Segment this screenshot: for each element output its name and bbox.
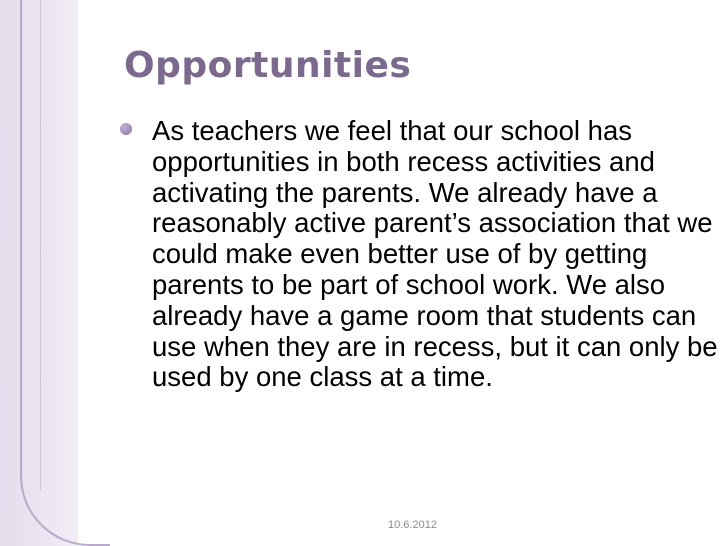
slide-title: Opportunities xyxy=(124,45,412,86)
bullet-dot-icon xyxy=(120,123,132,135)
bullet-text: As teachers we feel that our school has opportunities in both recess activities and activating the parents. We already have a reasonably active parent’s association that we could make even better use of by getting parents to be part of school work. We also already have a game room that students can use when they are in recess, but it can only be used by one class at a time. xyxy=(152,115,718,393)
decorative-frame-curve xyxy=(20,0,110,546)
decorative-frame-rule xyxy=(40,0,41,490)
footer-date: 10.6.2012 xyxy=(388,519,437,531)
